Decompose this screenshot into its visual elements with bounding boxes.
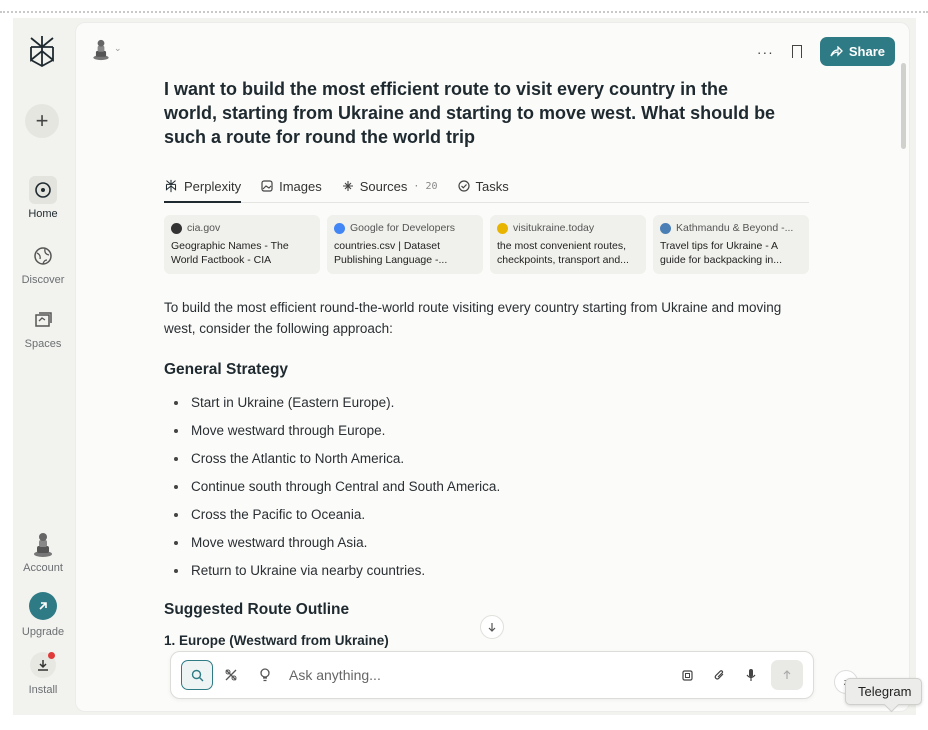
tab-label: Sources <box>359 178 408 194</box>
telegram-tooltip: Telegram <box>845 678 922 705</box>
globe-icon <box>29 242 57 270</box>
search-input[interactable]: Ask anything... <box>289 667 381 683</box>
search-icon <box>191 669 204 682</box>
check-circle-icon <box>458 180 470 192</box>
sidebar-upgrade[interactable] <box>13 592 73 638</box>
download-icon <box>30 652 56 678</box>
mode-selector <box>181 660 281 690</box>
attach-button[interactable] <box>707 660 731 690</box>
thread-tabs <box>164 171 809 203</box>
spaces-icon <box>29 306 57 334</box>
upgrade-label: Upgrade <box>21 626 65 638</box>
cia-favicon-icon <box>171 223 182 234</box>
thread-panel <box>75 22 910 712</box>
source-title: Travel tips for Ukraine - A guide for backpacking in... <box>660 240 782 266</box>
install-label: Install <box>28 684 58 696</box>
research-icon <box>224 668 238 682</box>
search-mode-button[interactable] <box>181 660 213 690</box>
cpu-icon <box>681 669 694 682</box>
answer-intro: To build the most efficient round-the-world route visiting every country starting from Ukraine and moving west, consider the following approach: <box>164 300 782 336</box>
source-cards <box>164 215 809 274</box>
list-item: Move westward through Asia. <box>174 529 500 557</box>
paperclip-icon <box>713 669 726 682</box>
research-mode-button[interactable] <box>215 660 247 690</box>
route-outline-heading: Suggested Route Outline <box>164 601 350 618</box>
source-title: Geographic Names - The World Factbook - CIA <box>171 240 289 266</box>
perplexity-icon <box>164 179 178 193</box>
model-chip-button[interactable] <box>675 660 699 690</box>
list-item: Start in Ukraine (Eastern Europe). <box>174 389 500 417</box>
kathmandu-favicon-icon <box>660 223 671 234</box>
sidebar-item-label: Spaces <box>24 338 62 350</box>
source-card[interactable] <box>490 215 646 274</box>
strategy-list <box>174 389 500 585</box>
share-label: Share <box>848 44 885 59</box>
list-item: Cross the Pacific to Oceania. <box>174 501 500 529</box>
send-button[interactable] <box>771 660 803 690</box>
list-item: Cross the Atlantic to North America. <box>174 445 500 473</box>
source-title: the most convenient routes, checkpoints, transport and... <box>497 240 629 266</box>
tab-label: Images <box>279 178 322 194</box>
tab-label: Tasks <box>475 178 509 194</box>
source-site: Kathmandu & Beyond -... <box>676 222 794 234</box>
tab-images[interactable] <box>261 171 322 201</box>
arrow-up-icon <box>782 670 792 680</box>
list-item: Return to Ukraine via nearby countries. <box>174 557 500 585</box>
route-step: 1. Europe (Westward from Ukraine) <box>164 633 389 648</box>
bookmark-icon[interactable] <box>792 45 802 58</box>
sidebar-account[interactable] <box>13 532 73 574</box>
sources-icon <box>342 180 354 192</box>
sidebar-item-label: Home <box>28 208 58 220</box>
tab-label: Perplexity <box>184 178 242 194</box>
sidebar <box>13 18 73 715</box>
avatar <box>31 532 55 558</box>
app-window <box>13 18 916 715</box>
account-label: Account <box>23 562 63 574</box>
composer-controls <box>675 660 803 690</box>
google-favicon-icon <box>334 223 345 234</box>
source-site: Google for Developers <box>350 222 456 234</box>
list-item: Continue south through Central and South America. <box>174 473 500 501</box>
list-item: Move westward through Europe. <box>174 417 500 445</box>
tab-sources[interactable] <box>342 171 438 201</box>
labs-mode-button[interactable] <box>249 660 281 690</box>
image-icon <box>261 180 273 192</box>
window-top-border <box>0 11 928 15</box>
avatar[interactable] <box>90 39 112 61</box>
composer <box>170 651 814 699</box>
scrollbar[interactable] <box>901 63 906 149</box>
tab-tasks[interactable] <box>458 171 509 201</box>
page-title: I want to build the most efficient route to visit every country in the world, starting from Ukraine and starting to move west. What should be such a route for round the world trip <box>164 79 776 147</box>
source-card[interactable] <box>653 215 809 274</box>
sidebar-install[interactable] <box>13 652 73 696</box>
visitukraine-favicon-icon <box>497 223 508 234</box>
sidebar-item-label: Discover <box>21 274 65 286</box>
home-search-icon <box>29 176 57 204</box>
perplexity-logo-icon[interactable] <box>27 34 57 68</box>
share-arrow-icon <box>830 46 843 57</box>
general-strategy-heading: General Strategy <box>164 361 289 378</box>
more-options-button[interactable]: ··· <box>756 43 774 60</box>
sources-count: · 20 <box>413 180 438 192</box>
scroll-down-button[interactable] <box>480 615 504 639</box>
source-card[interactable] <box>327 215 483 274</box>
plus-icon: + <box>35 108 49 133</box>
source-card[interactable] <box>164 215 320 274</box>
voice-button[interactable] <box>739 660 763 690</box>
sidebar-item-home[interactable] <box>13 176 73 220</box>
share-button[interactable] <box>820 37 895 66</box>
chevron-down-icon[interactable]: ⌄ <box>114 43 122 53</box>
tab-perplexity[interactable] <box>164 171 241 203</box>
source-title: countries.csv | Dataset Publishing Language -... <box>334 240 448 266</box>
new-thread-button[interactable] <box>25 104 59 138</box>
arrow-down-icon <box>487 622 497 632</box>
notification-dot <box>48 652 55 659</box>
sidebar-item-spaces[interactable] <box>13 306 73 350</box>
thread-actions <box>757 37 895 66</box>
lightbulb-icon <box>259 668 271 682</box>
arrow-up-right-icon <box>29 592 57 620</box>
microphone-icon <box>746 668 756 682</box>
source-site: cia.gov <box>187 222 221 234</box>
source-site: visitukraine.today <box>513 222 595 234</box>
sidebar-item-discover[interactable] <box>13 242 73 286</box>
